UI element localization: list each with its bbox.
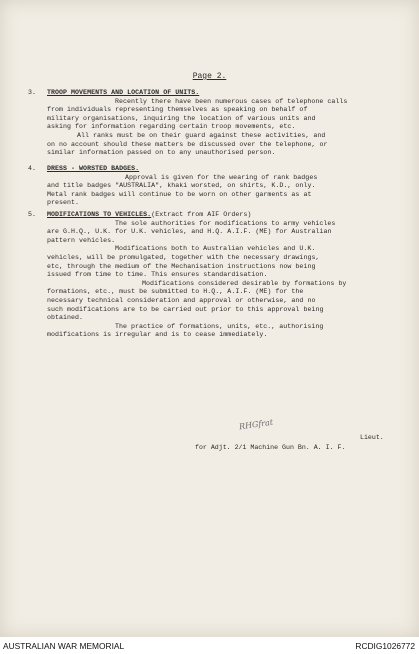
- text-line: from individuals representing themselves as speaking on behalf of: [47, 106, 308, 114]
- paragraph-heading: DRESS - WORSTED BADGES.: [47, 165, 140, 172]
- text-line: All ranks must be on their guard against these activities, and: [77, 131, 326, 139]
- paragraph-3: [28, 89, 400, 158]
- paragraph-number: 5.: [28, 211, 37, 218]
- text-line: modifications is irregular and is to cease immediately.: [47, 331, 268, 339]
- text-line: such modifications are to be carried out prior to this approval being: [47, 305, 324, 313]
- footer-id: RCDIG1026772: [355, 641, 415, 651]
- text-line: asking for information regarding certain troop movements, etc.: [47, 123, 296, 131]
- footer-source: AUSTRALIAN WAR MEMORIAL: [3, 641, 125, 651]
- text-line: vehicles, will be promulgated, together with the necessary drawings,: [47, 253, 320, 261]
- text-line: issued from time to time. This ensures standardisation.: [47, 271, 268, 279]
- text-line: on no account should these matters be discussed over the telephone, or: [47, 140, 328, 148]
- heading-note: (Extract from AIF Orders): [151, 211, 252, 218]
- handwritten-signature: RHGfrat: [238, 417, 274, 432]
- text-line: The sole authorities for modifications to army vehicles: [115, 219, 336, 227]
- page-number: Page 2.: [192, 72, 227, 81]
- text-line: Approval is given for the wearing of rank badges: [125, 173, 318, 181]
- paragraph-4: [28, 165, 400, 208]
- text-line: pattern vehicles.: [47, 236, 116, 244]
- signatory-line: for Adjt. 2/1 Machine Gun Bn. A. I. F.: [195, 444, 346, 451]
- text-line: necessary technical consideration and approval or otherwise, and no: [47, 296, 316, 304]
- paragraph-heading: TROOP MOVEMENTS AND LOCATION OF UNITS.: [47, 89, 200, 96]
- text-line: similar information passed on to any unauthorised person.: [47, 149, 276, 157]
- archive-footer: [0, 637, 419, 654]
- text-line: Metal rank badges will continue to be worn on other garments as at: [47, 190, 312, 198]
- paragraph-number: 3.: [28, 89, 37, 96]
- text-line: obtained.: [47, 314, 84, 322]
- paragraph-heading: MODIFICATIONS TO VEHICLES.: [47, 211, 152, 218]
- paragraph-5: [28, 211, 400, 340]
- text-line: etc, through the medium of the Mechanisation instructions now being: [47, 262, 316, 270]
- text-line: Recently there have been numerous cases of telephone calls: [115, 97, 348, 105]
- text-line: are G.H.Q., U.K. for U.K. vehicles, and H.Q. A.I.F. (ME) for Australian: [47, 228, 332, 236]
- text-line: formations, etc., must be submitted to H.Q., A.I.F. (ME) for the: [47, 288, 304, 296]
- paragraph-number: 4.: [28, 165, 37, 172]
- text-line: Modifications considered desirable by formations by: [142, 279, 347, 287]
- text-line: military organisations, inquiring the location of various units and: [47, 114, 316, 122]
- text-line: Modifications both to Australian vehicles and U.K.: [115, 245, 316, 253]
- text-line: The practice of formations, units, etc., authorising: [115, 322, 324, 330]
- signatory-rank: Lieut.: [360, 434, 384, 441]
- text-line: and title badges "AUSTRALIA", khaki worsted, on shirts, K.D., only.: [47, 182, 316, 190]
- text-line: present.: [47, 199, 80, 207]
